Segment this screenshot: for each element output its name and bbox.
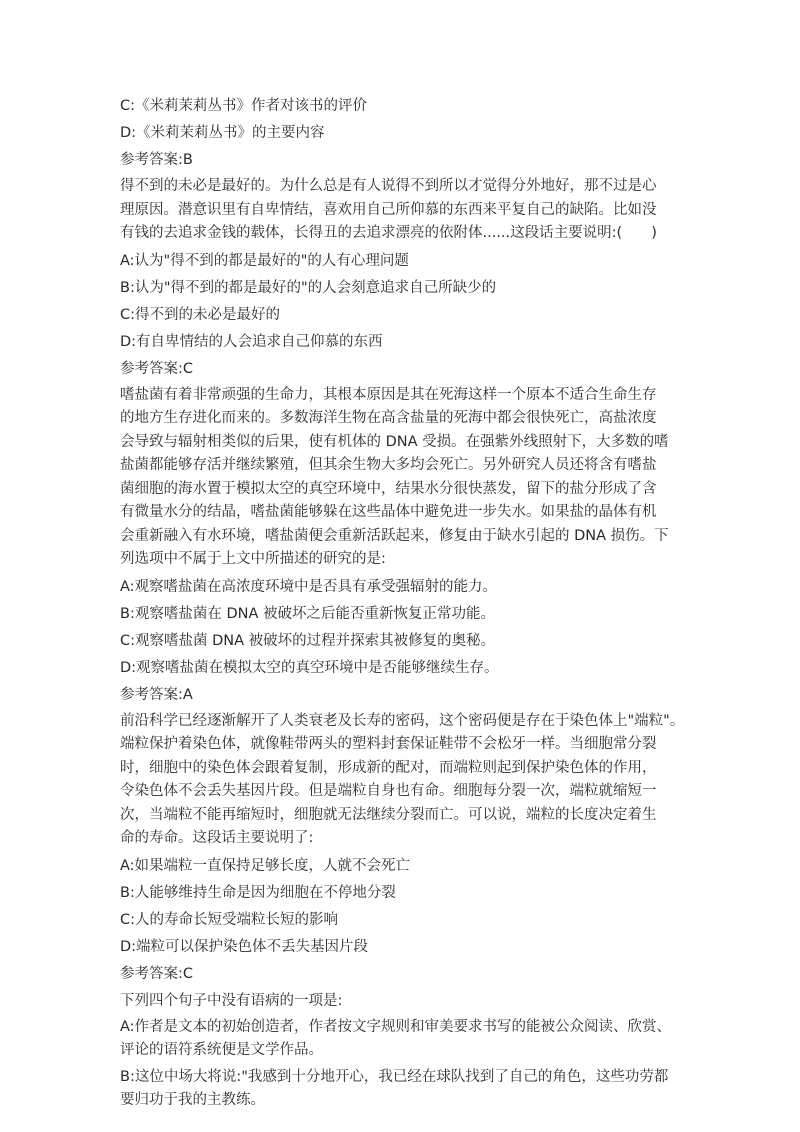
- option-a: [120, 575, 686, 599]
- text-line: B:认为"得不到的都是最好的"的人会刻意追求自己所缺少的: [120, 279, 497, 296]
- text-line: B:观察嗜盐菌在 DNA 被破坏之后能否重新恢复正常功能。: [120, 605, 495, 622]
- question-text: [120, 175, 686, 246]
- text-line: 下列四个句子中没有语病的一项是:: [120, 992, 343, 1009]
- text-line: 得不到的未必是最好的。为什么总是有人说得不到所以才觉得分外地好，那不过是心: [120, 178, 657, 194]
- answer-key: [120, 962, 686, 986]
- text-line: 的地方生存进化而来的。多数海洋生物在高含盐量的死海中都会很快死亡，高盐浓度: [120, 410, 657, 426]
- text-line: 命的寿命。这段话主要说明了:: [120, 830, 314, 846]
- text-line: A:如果端粒一直保持足够长度，人就不会死亡: [120, 857, 411, 874]
- option-b: [120, 602, 686, 626]
- text-line: A:作者是文本的初始创造者，作者按文字规则和审美要求书写的能被公众阅读、欣赏、: [120, 1018, 672, 1035]
- text-line: 嗜盐菌有着非常顽强的生命力，其根本原因是其在死海这样一个原本不适合生命生存: [120, 386, 657, 403]
- text-line: C:《米莉茉莉丛书》作者对该书的评价: [120, 98, 368, 114]
- text-line: 次，当端粒不能再缩短时，细胞就无法继续分裂而亡。可以说，端粒的长度决定着生: [120, 806, 657, 823]
- text-line: 要归功于我的主教练。: [120, 1092, 265, 1108]
- text-line: 评论的语符系统便是文学作品。: [120, 1042, 323, 1058]
- option-c: [120, 908, 686, 932]
- text-line: 盐菌都能够存活并继续繁殖，但其余生物大多均会死亡。另外研究人员还将含有嗜盐: [120, 457, 657, 473]
- text-line: 会导致与辐射相类似的后果，使有机体的 DNA 受损。在强紫外线照射下，大多数的嗜: [120, 433, 669, 450]
- option-d: [120, 935, 686, 959]
- text-line: 参考答案:C: [120, 360, 194, 377]
- text-line: D:观察嗜盐菌在模拟太空的真空环境中是否能够继续生存。: [120, 659, 499, 676]
- text-line: 令染色体不会丢失基因片段。但是端粒自身也有命。细胞每分裂一次，端粒就缩短一: [120, 783, 657, 799]
- text-line: 参考答案:B: [120, 152, 193, 168]
- option-a: [120, 1016, 686, 1063]
- text-line: 有微量水分的结晶，嗜盐菌能够躲在这些晶体中避免进一步失水。如果盐的晶体有机: [120, 504, 657, 520]
- text-line: 时，细胞中的染色体会跟着复制，形成新的配对，而端粒则起到保护染色体的作用，: [120, 759, 657, 776]
- text-line: 端粒保护着染色体，就像鞋带两头的塑料封套保证鞋带不会松牙一样。当细胞常分裂: [120, 736, 657, 752]
- answer-key: [120, 357, 686, 381]
- text-line: A:认为"得不到的都是最好的"的人有心理问题: [120, 252, 409, 269]
- question-text: [120, 710, 686, 851]
- option-b: [120, 881, 686, 905]
- text-line: C:得不到的未必是最好的: [120, 306, 281, 323]
- text-line: B:人能够维持生命是因为细胞在不停地分裂: [120, 884, 396, 901]
- text-line: C:人的寿命长短受端粒长短的影响: [120, 911, 339, 928]
- option-b: [120, 1066, 686, 1113]
- text-line: 会重新融入有水环境，嗜盐菌便会重新活跃起来，修复由于缺水引起的 DNA 损伤。下: [120, 527, 669, 544]
- text-line: B:这位中场大将说:"我感到十分地开心，我已经在球队找到了自己的角色，这些功劳都: [120, 1068, 669, 1085]
- option-b: [120, 276, 686, 300]
- text-line: 参考答案:C: [120, 965, 194, 982]
- option-d: [120, 330, 686, 354]
- text-line: A:观察嗜盐菌在高浓度环境中是否具有承受强辐射的能力。: [120, 578, 498, 595]
- text-line: 理原因。潜意识里有自卑情结，喜欢用自己所仰慕的东西来平复自己的缺陷。比如没: [120, 201, 657, 218]
- text-line: D:有自卑情结的人会追求自己仰慕的东西: [120, 333, 383, 350]
- text-line: D:《米莉茉莉丛书》的主要内容: [120, 125, 325, 141]
- text-line: C:观察嗜盐菌 DNA 被破坏的过程并探索其被修复的奥秘。: [120, 632, 496, 649]
- question-text: [120, 989, 686, 1013]
- option-d: [120, 656, 686, 680]
- option-c: [120, 303, 686, 327]
- text-line: 参考答案:A: [120, 686, 193, 703]
- text-line: 有钱的去追求金钱的载体，长得丑的去追求漂亮的依附体......这段话主要说明:( ): [120, 225, 657, 241]
- option-a: [120, 854, 686, 878]
- text-line: 列选项中不属于上文中所描述的研究的是:: [120, 551, 386, 567]
- option-c: [120, 94, 686, 118]
- text-line: 菌细胞的海水置于模拟太空的真空环境中，结果水分很快蒸发，留下的盐分形成了含: [120, 480, 657, 497]
- document-page: [120, 94, 686, 1113]
- answer-key: [120, 148, 686, 172]
- question-text: [120, 384, 686, 572]
- option-a: [120, 249, 686, 273]
- text-line: 前沿科学已经逐渐解开了人类衰老及长寿的密码，这个密码便是存在于染色体上"端粒"。: [120, 712, 685, 729]
- option-d: [120, 121, 686, 145]
- answer-key: [120, 683, 686, 707]
- text-line: D:端粒可以保护染色体不丢失基因片段: [120, 938, 369, 955]
- option-c: [120, 629, 686, 653]
